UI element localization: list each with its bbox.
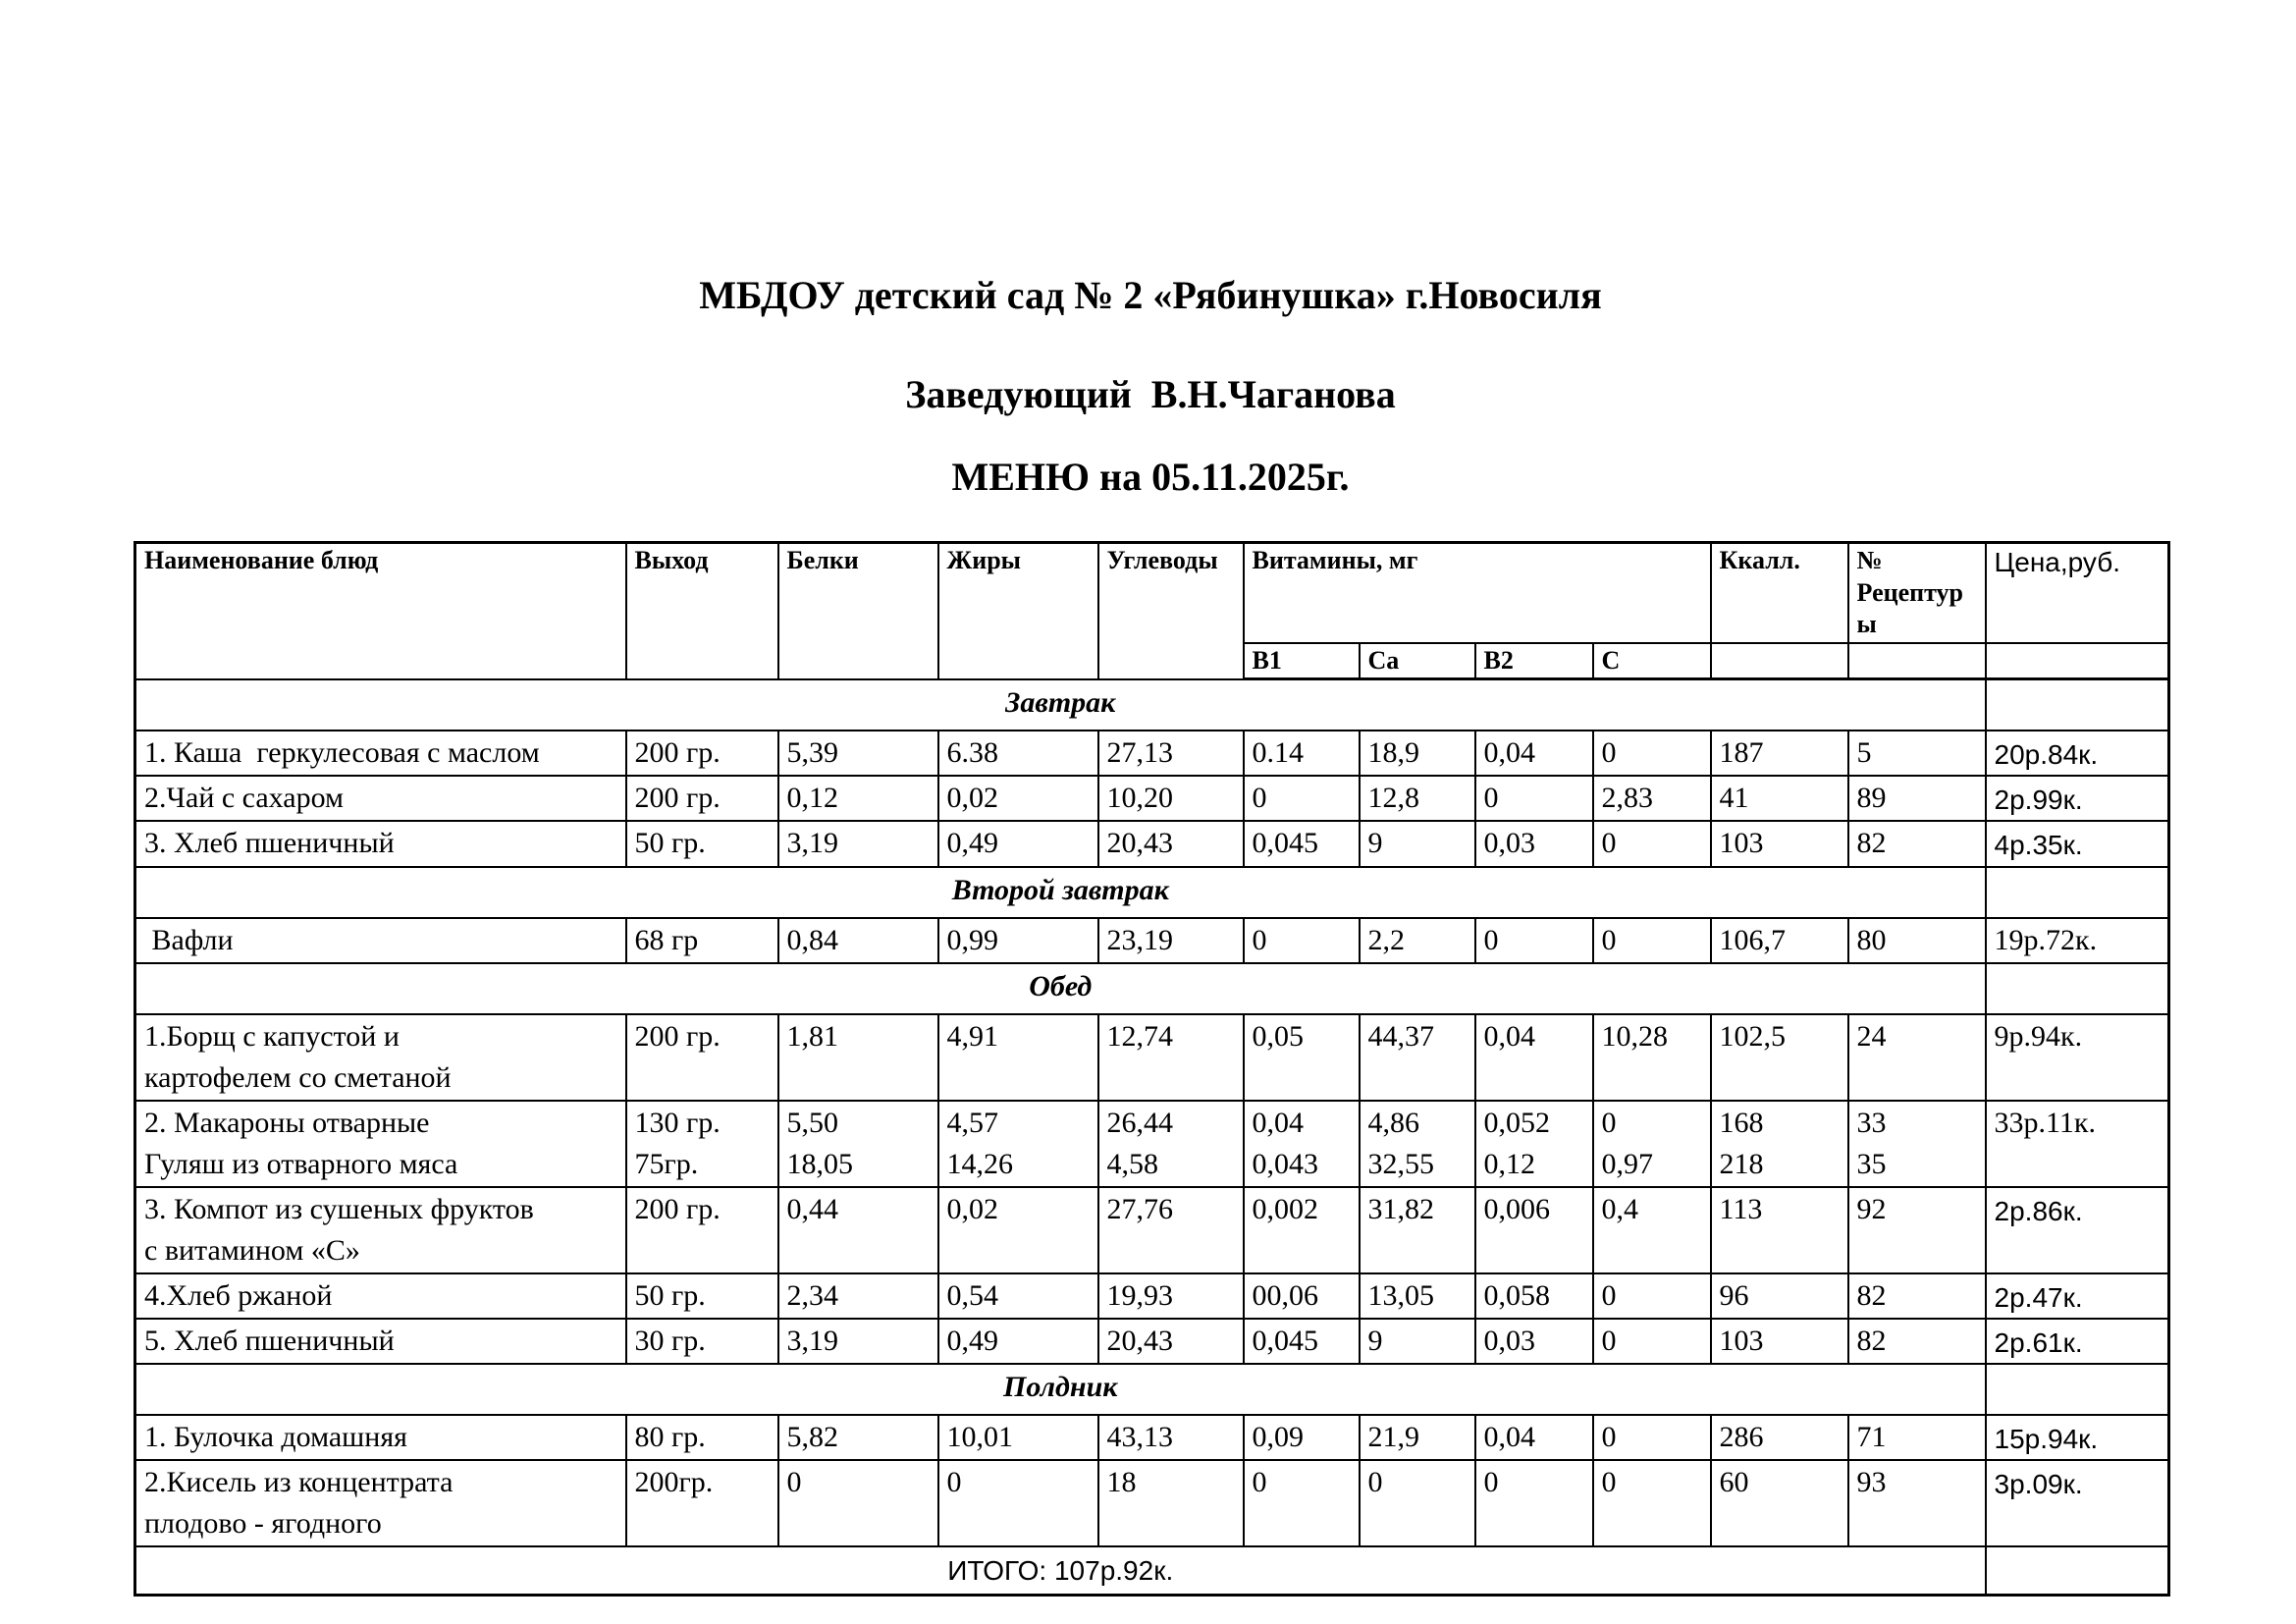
vitamin-b1-cell: 0,04 0,043 [1244,1101,1360,1187]
vitamin-b1-cell: 0 [1244,1460,1360,1546]
fat-cell: 0,49 [938,821,1098,866]
empty-subheader-recipe [1848,643,1986,679]
vitamin-b2-cell: 0,03 [1475,1319,1593,1364]
calcium-cell: 4,86 32,55 [1360,1101,1475,1187]
output-cell: 30 гр. [626,1319,778,1364]
carbs-cell: 10,20 [1098,776,1244,821]
section-row [135,963,2169,1014]
vitamin-b1-cell: 0,045 [1244,1319,1360,1364]
kcal-cell: 113 [1711,1187,1848,1273]
col-header-protein: Белки [778,543,938,679]
kcal-cell: 41 [1711,776,1848,821]
dish-row [135,1319,2169,1364]
col-header-calcium: Ca [1360,643,1475,679]
protein-cell: 5,39 [778,731,938,776]
section-title: Обед [135,963,1986,1014]
protein-cell: 3,19 [778,821,938,866]
output-cell: 200 гр. [626,731,778,776]
vitamin-c-cell: 2,83 [1593,776,1711,821]
kcal-cell: 286 [1711,1415,1848,1460]
dish-row [135,1460,2169,1546]
section-row [135,867,2169,918]
kcal-cell: 96 [1711,1273,1848,1319]
vitamin-c-cell: 0 [1593,1415,1711,1460]
carbs-cell: 12,74 [1098,1014,1244,1101]
vitamin-c-cell: 0 [1593,918,1711,963]
output-cell: 200 гр. [626,1187,778,1273]
vitamin-c-cell: 0 [1593,821,1711,866]
calcium-cell: 13,05 [1360,1273,1475,1319]
vitamin-b1-cell: 0 [1244,918,1360,963]
vitamin-b1-cell: 0,05 [1244,1014,1360,1101]
carbs-cell: 20,43 [1098,821,1244,866]
col-header-output: Выход [626,543,778,679]
recipe-number-cell: 89 [1848,776,1986,821]
protein-cell: 0,12 [778,776,938,821]
manager-title: Заведующий В.Н.Чаганова [905,372,1396,416]
fat-cell: 0,54 [938,1273,1098,1319]
menu-table-body [135,679,2169,1547]
vitamin-b2-cell: 0,04 [1475,1415,1593,1460]
price-cell: 2р.86к. [1986,1187,2169,1273]
price-cell: 33р.11к. [1986,1101,2169,1187]
vitamin-c-cell: 10,28 [1593,1014,1711,1101]
section-title: Второй завтрак [135,867,1986,918]
kcal-cell: 102,5 [1711,1014,1848,1101]
output-cell: 200 гр. [626,776,778,821]
output-cell: 130 гр. 75гр. [626,1101,778,1187]
col-header-vitamin-b1: B1 [1244,643,1360,679]
fat-cell: 6.38 [938,731,1098,776]
vitamin-c-cell: 0 [1593,731,1711,776]
vitamin-b2-cell: 0 [1475,1460,1593,1546]
vitamin-b1-cell: 00,06 [1244,1273,1360,1319]
total-label: ИТОГО: 107р.92к. [135,1546,1986,1596]
fat-cell: 0,02 [938,776,1098,821]
col-header-vitamin-c: C [1593,643,1711,679]
calcium-cell: 44,37 [1360,1014,1475,1101]
dish-row [135,1014,2169,1101]
output-cell: 50 гр. [626,1273,778,1319]
recipe-number-cell: 93 [1848,1460,1986,1546]
header-row-main [135,543,2169,643]
dish-row [135,918,2169,963]
output-cell: 200гр. [626,1460,778,1546]
calcium-cell: 2,2 [1360,918,1475,963]
empty-section-price-cell [1986,679,2169,731]
calcium-cell: 9 [1360,1319,1475,1364]
calcium-cell: 21,9 [1360,1415,1475,1460]
dish-name-cell: 5. Хлеб пшеничный [135,1319,626,1364]
protein-cell: 5,82 [778,1415,938,1460]
protein-cell: 0,44 [778,1187,938,1273]
document-page [133,0,2167,1597]
carbs-cell: 19,93 [1098,1273,1244,1319]
protein-cell: 2,34 [778,1273,938,1319]
vitamin-b2-cell: 0,052 0,12 [1475,1101,1593,1187]
price-cell: 2р.47к. [1986,1273,2169,1319]
vitamin-b1-cell: 0,09 [1244,1415,1360,1460]
vitamin-b2-cell: 0 [1475,776,1593,821]
vitamin-b2-cell: 0,03 [1475,821,1593,866]
recipe-number-cell: 33 35 [1848,1101,1986,1187]
col-header-dish-name: Наименование блюд [135,543,626,679]
vitamin-b1-cell: 0 [1244,776,1360,821]
carbs-cell: 23,19 [1098,918,1244,963]
fat-cell: 0,02 [938,1187,1098,1273]
protein-cell: 3,19 [778,1319,938,1364]
vitamin-c-cell: 0,4 [1593,1187,1711,1273]
kcal-cell: 106,7 [1711,918,1848,963]
vitamin-b1-cell: 0,045 [1244,821,1360,866]
protein-cell: 0 [778,1460,938,1546]
empty-total-price-cell [1986,1546,2169,1596]
recipe-number-cell: 82 [1848,1273,1986,1319]
calcium-cell: 31,82 [1360,1187,1475,1273]
recipe-number-cell: 71 [1848,1415,1986,1460]
fat-cell: 4,57 14,26 [938,1101,1098,1187]
kcal-cell: 168 218 [1711,1101,1848,1187]
vitamin-c-cell: 0 [1593,1460,1711,1546]
col-header-price: Цена,руб. [1986,543,2169,643]
dish-row [135,776,2169,821]
dish-name-cell: 1. Каша геркулесовая с маслом [135,731,626,776]
recipe-number-cell: 82 [1848,821,1986,866]
empty-subheader-price [1986,643,2169,679]
col-header-recipe-number: № Рецептур ы [1848,543,1986,643]
vitamin-c-cell: 0 [1593,1273,1711,1319]
section-row [135,679,2169,731]
output-cell: 68 гр [626,918,778,963]
col-header-vitamins-group: Витамины, мг [1244,543,1711,643]
dish-row [135,821,2169,866]
fat-cell: 0,49 [938,1319,1098,1364]
dish-row [135,1273,2169,1319]
carbs-cell: 18 [1098,1460,1244,1546]
price-cell: 2р.99к. [1986,776,2169,821]
empty-section-price-cell [1986,1364,2169,1415]
carbs-cell: 20,43 [1098,1319,1244,1364]
vitamin-c-cell: 0 0,97 [1593,1101,1711,1187]
dish-row [135,1187,2169,1273]
output-cell: 50 гр. [626,821,778,866]
carbs-cell: 27,13 [1098,731,1244,776]
vitamin-b2-cell: 0,058 [1475,1273,1593,1319]
table-header [135,543,2169,679]
kcal-cell: 187 [1711,731,1848,776]
fat-cell: 4,91 [938,1014,1098,1101]
kcal-cell: 103 [1711,821,1848,866]
col-header-kcal: Ккалл. [1711,543,1848,643]
empty-section-price-cell [1986,867,2169,918]
vitamin-b2-cell: 0 [1475,918,1593,963]
empty-subheader-kcal [1711,643,1848,679]
fat-cell: 0 [938,1460,1098,1546]
carbs-cell: 43,13 [1098,1415,1244,1460]
vitamin-b2-cell: 0,006 [1475,1187,1593,1273]
carbs-cell: 27,76 [1098,1187,1244,1273]
dish-name-cell: 2. Макароны отварные Гуляш из отварного мяса [135,1101,626,1187]
price-cell: 20р.84к. [1986,731,2169,776]
fat-cell: 10,01 [938,1415,1098,1460]
price-cell: 9р.94к. [1986,1014,2169,1101]
dish-name-cell: 3. Хлеб пшеничный [135,821,626,866]
dish-name-cell: 4.Хлеб ржаной [135,1273,626,1319]
dish-name-cell: 2.Чай с сахаром [135,776,626,821]
menu-date-title: МЕНЮ на 05.11.2025г. [951,455,1350,499]
recipe-number-cell: 24 [1848,1014,1986,1101]
carbs-cell: 26,44 4,58 [1098,1101,1244,1187]
col-header-carbs: Углеводы [1098,543,1244,679]
dish-row [135,1101,2169,1187]
protein-cell: 0,84 [778,918,938,963]
vitamin-c-cell: 0 [1593,1319,1711,1364]
dish-row [135,731,2169,776]
price-cell: 15р.94к. [1986,1415,2169,1460]
vitamin-b2-cell: 0,04 [1475,731,1593,776]
dish-name-cell: 1.Борщ с капустой и картофелем со сметаной [135,1014,626,1101]
total-row [135,1546,2169,1596]
section-title: Завтрак [135,679,1986,731]
price-cell: 3р.09к. [1986,1460,2169,1546]
dish-name-cell: 1. Булочка домашняя [135,1415,626,1460]
recipe-number-cell: 92 [1848,1187,1986,1273]
calcium-cell: 18,9 [1360,731,1475,776]
output-cell: 200 гр. [626,1014,778,1101]
section-row [135,1364,2169,1415]
dish-name-cell: 2.Кисель из концентрата плодово - ягодного [135,1460,626,1546]
output-cell: 80 гр. [626,1415,778,1460]
vitamin-b1-cell: 0,002 [1244,1187,1360,1273]
price-cell: 19р.72к. [1986,918,2169,963]
protein-cell: 5,50 18,05 [778,1101,938,1187]
section-title: Полдник [135,1364,1986,1415]
menu-table [133,541,2170,1597]
vitamin-b2-cell: 0,04 [1475,1014,1593,1101]
col-header-fats: Жиры [938,543,1098,679]
recipe-number-cell: 5 [1848,731,1986,776]
recipe-number-cell: 82 [1848,1319,1986,1364]
menu-table-footer [135,1546,2169,1596]
dish-name-cell: 3. Компот из сушеных фруктов с витамином «С» [135,1187,626,1273]
kcal-cell: 60 [1711,1460,1848,1546]
empty-section-price-cell [1986,963,2169,1014]
price-cell: 2р.61к. [1986,1319,2169,1364]
protein-cell: 1,81 [778,1014,938,1101]
vitamin-b1-cell: 0.14 [1244,731,1360,776]
org-title: МБДОУ детский сад № 2 «Рябинушка» г.Новосиля [699,273,1602,317]
dish-row [135,1415,2169,1460]
dish-name-cell: Вафли [135,918,626,963]
col-header-vitamin-b2: B2 [1475,643,1593,679]
calcium-cell: 9 [1360,821,1475,866]
fat-cell: 0,99 [938,918,1098,963]
price-cell: 4р.35к. [1986,821,2169,866]
calcium-cell: 12,8 [1360,776,1475,821]
kcal-cell: 103 [1711,1319,1848,1364]
calcium-cell: 0 [1360,1460,1475,1546]
recipe-number-cell: 80 [1848,918,1986,963]
